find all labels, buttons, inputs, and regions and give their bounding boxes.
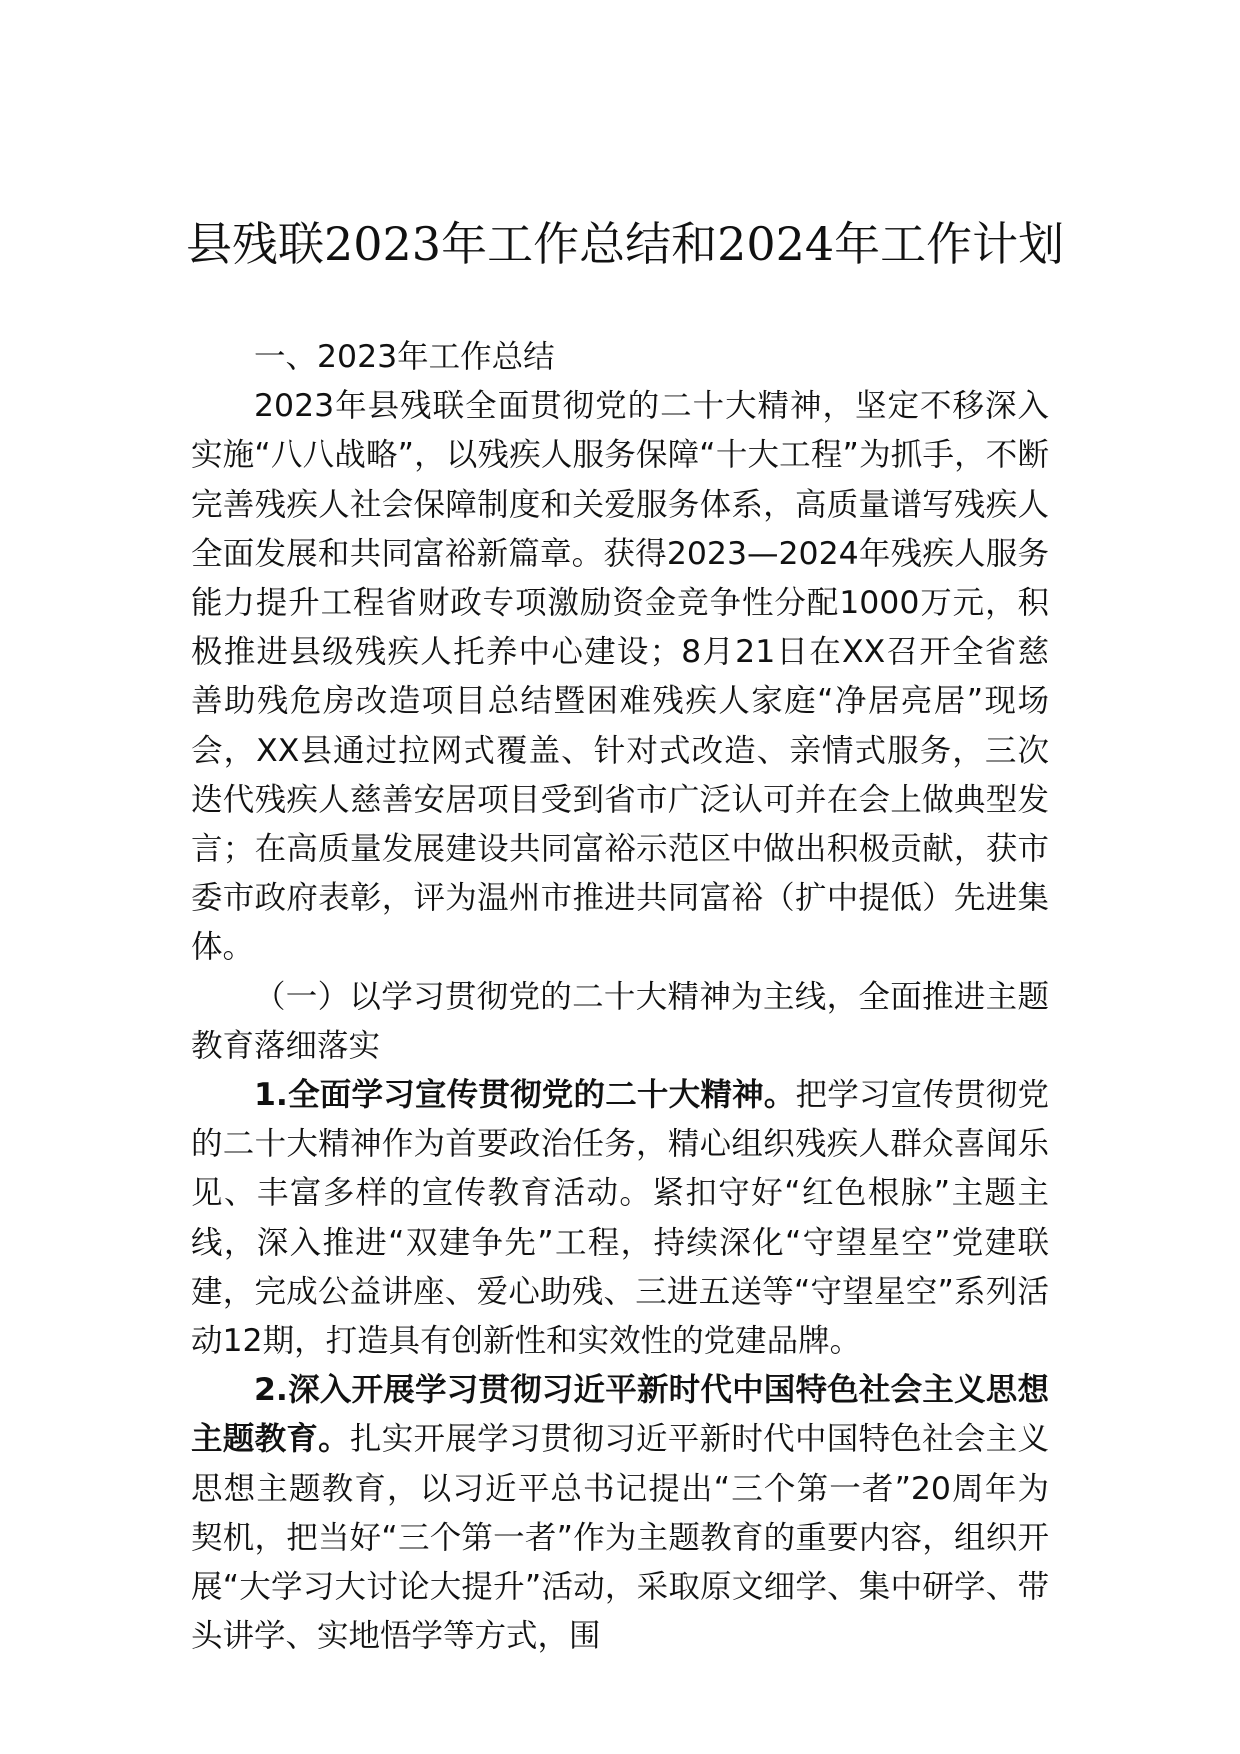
item-2-lead: 2.深入开展学习贯彻习近平新时代中国特色社会主义思想主题教育。: [191, 1372, 1049, 1458]
item-1-lead: 1.全面学习宣传贯彻党的二十大精神。: [254, 1077, 796, 1114]
item-2-text: 扎实开展学习贯彻习近平新时代中国特色社会主义思想主题教育，以习近平总书记提出“三个第一者”20周年为契机，把当好“三个第一者”作为主题教育的重要内容，组织开展“大学习大讨论大提升”活动，采取原文细学、集中研学、带头讲学、实地悟学等方式，围: [191, 1421, 1049, 1655]
item-1-text: 把学习宣传贯彻党的二十大精神作为首要政治任务，精心组织残疾人群众喜闻乐见、丰富多样的宣传教育活动。紧扣守好“红色根脉”主题主线，深入推进“双建争先”工程，持续深化“守望星空”党建联建，完成公益讲座、爱心助残、三进五送等“守望星空”系列活动12期，打造具有创新性和实效性的党建品牌。: [191, 1077, 1049, 1360]
intro-paragraph: 2023年县残联全面贯彻党的二十大精神，坚定不移深入实施“八八战略”，以残疾人服务保障“十大工程”为抓手，不断完善残疾人社会保障制度和关爱服务体系，高质量谱写残疾人全面发展和共同富裕新篇章。获得2023—2024年残疾人服务能力提升工程省财政专项激励资金竞争性分配1000万元，积极推进县级残疾人托养中心建设；8月21日在XX召开全省慈善助残危房改造项目总结暨困难残疾人家庭“净居亮居”现场会，XX县通过拉网式覆盖、针对式改造、亲情式服务，三次迭代残疾人慈善安居项目受到省市广泛认可并在会上做典型发言；在高质量发展建设共同富裕示范区中做出积极贡献，获市委市政府表彰，评为温州市推进共同富裕（扩中提低）先进集体。: [191, 388, 1049, 966]
document-body: [191, 333, 1049, 1661]
document-title: 县残联2023年工作总结和2024年工作计划: [186, 217, 1065, 271]
subsection-heading: （一）以学习贯彻党的二十大精神为主线，全面推进主题教育落细落实: [191, 978, 1049, 1064]
item-2-paragraph: [191, 1366, 1049, 1661]
section-heading: 一、2023年工作总结: [254, 339, 555, 375]
item-1-paragraph: [191, 1071, 1049, 1366]
